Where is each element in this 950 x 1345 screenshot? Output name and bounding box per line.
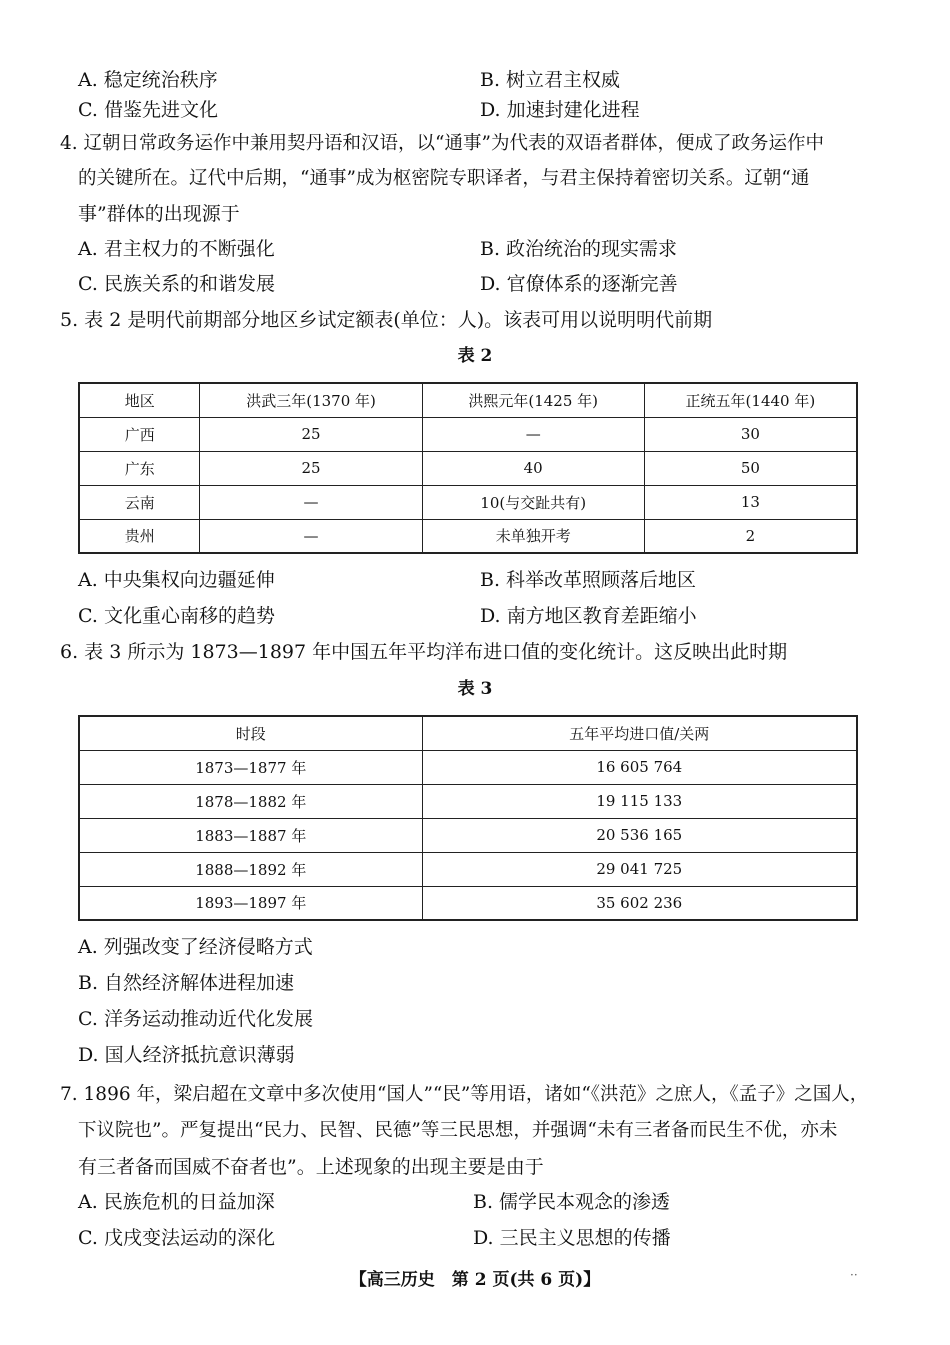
- table-3-header-cell: 五年平均进口值/关两: [422, 716, 857, 750]
- table-cell: 25: [200, 417, 422, 451]
- table-cell: 50: [644, 451, 857, 485]
- table-row: [79, 818, 857, 852]
- table-cell: 29 041 725: [422, 852, 857, 886]
- q6-option-c: C. 洋务运动推动近代化发展: [78, 1008, 313, 1030]
- table-cell: 35 602 236: [422, 886, 857, 920]
- q5-option-a: A. 中央集权向边疆延伸: [78, 569, 275, 591]
- table-cell: 19 115 133: [422, 784, 857, 818]
- table-3: [78, 715, 858, 921]
- table-cell: 广东: [79, 451, 200, 485]
- table-cell: 40: [422, 451, 644, 485]
- table-cell: 30: [644, 417, 857, 451]
- q7-line-3: 有三者备而国威不奋者也”。上述现象的出现主要是由于: [78, 1156, 544, 1178]
- q6-option-d: D. 国人经济抵抗意识薄弱: [78, 1044, 295, 1066]
- table-cell: 2: [644, 519, 857, 553]
- table-row: [79, 750, 857, 784]
- table-cell: 1873—1877 年: [79, 750, 422, 784]
- table-row: [79, 451, 857, 485]
- table-cell: 1888—1892 年: [79, 852, 422, 886]
- q4-line-2: 的关键所在。辽代中后期，“通事”成为枢密院专职译者，与君主保持着密切关系。辽朝“通: [78, 168, 810, 189]
- table-cell: 云南: [79, 485, 200, 519]
- table-cell: 1878—1882 年: [79, 784, 422, 818]
- table-3-header-row: [79, 716, 857, 750]
- table-row: [79, 519, 857, 553]
- q4-option-d: D. 官僚体系的逐渐完善: [480, 273, 678, 295]
- q5-line-1: 5. 表 2 是明代前期部分地区乡试定额表(单位：人)。该表可用以说明明代前期: [60, 309, 713, 331]
- table-2-header-cell: 地区: [79, 383, 200, 417]
- table-row: [79, 852, 857, 886]
- q4-option-c: C. 民族关系的和谐发展: [78, 273, 275, 295]
- table-cell: 13: [644, 485, 857, 519]
- q6-line-1: 6. 表 3 所示为 1873—1897 年中国五年平均洋布进口值的变化统计。这反映出此时期: [60, 641, 788, 663]
- table-3-caption: 表 3: [457, 679, 493, 699]
- table-cell: 16 605 764: [422, 750, 857, 784]
- table-cell: —: [200, 485, 422, 519]
- q6-option-a: A. 列强改变了经济侵略方式: [78, 936, 313, 958]
- q7-option-d: D. 三民主义思想的传播: [473, 1227, 671, 1249]
- q4-option-a: A. 君主权力的不断强化: [78, 238, 275, 260]
- q7-option-b: B. 儒学民本观念的渗透: [473, 1191, 671, 1213]
- table-cell: 10(与交趾共有): [422, 485, 644, 519]
- table-cell: 20 536 165: [422, 818, 857, 852]
- table-2-caption: 表 2: [457, 346, 493, 366]
- q3-option-c: C. 借鉴先进文化: [78, 99, 218, 121]
- table-cell: 广西: [79, 417, 200, 451]
- table-cell: 未单独开考: [422, 519, 644, 553]
- table-2-header-cell: 洪武三年(1370 年): [200, 383, 422, 417]
- q7-option-a: A. 民族危机的日益加深: [78, 1191, 275, 1213]
- table-3-header-cell: 时段: [79, 716, 422, 750]
- q3-option-d: D. 加速封建化进程: [480, 99, 640, 121]
- table-row: [79, 417, 857, 451]
- page-footer: 【高三历史 第 2 页(共 6 页)】: [349, 1270, 601, 1290]
- q4-option-b: B. 政治统治的现实需求: [480, 238, 678, 260]
- q3-option-a: A. 稳定统治秩序: [78, 69, 218, 91]
- q5-option-c: C. 文化重心南移的趋势: [78, 605, 275, 627]
- q4-line-3: 事”群体的出现源于: [78, 203, 240, 225]
- q7-line-2: 下议院也”。严复提出“民力、民智、民德”等三民思想，并强调“未有三者备而民生不优，亦未: [78, 1120, 838, 1141]
- q7-option-c: C. 戊戌变法运动的深化: [78, 1227, 275, 1249]
- table-2-header-cell: 正统五年(1440 年): [644, 383, 857, 417]
- table-cell: —: [422, 417, 644, 451]
- table-2-header-row: [79, 383, 857, 417]
- table-cell: 贵州: [79, 519, 200, 553]
- table-2-header-cell: 洪熙元年(1425 年): [422, 383, 644, 417]
- table-row: [79, 485, 857, 519]
- table-cell: 1893—1897 年: [79, 886, 422, 920]
- table-row: [79, 886, 857, 920]
- table-row: [79, 784, 857, 818]
- q7-line-1: 7. 1896 年，梁启超在文章中多次使用“国人”“民”等用语，诸如“《洪范》之庶人，《孟子》之国人，: [60, 1084, 869, 1105]
- table-cell: —: [200, 519, 422, 553]
- q5-option-b: B. 科举改革照顾落后地区: [480, 569, 697, 591]
- table-cell: 1883—1887 年: [79, 818, 422, 852]
- table-2: [78, 382, 858, 554]
- footer-mark: ··: [850, 1268, 858, 1282]
- q3-option-b: B. 树立君主权威: [480, 69, 621, 91]
- q4-line-1: 4. 辽朝日常政务运作中兼用契丹语和汉语，以“通事”为代表的双语者群体，便成了政务运作中: [60, 133, 824, 154]
- table-cell: 25: [200, 451, 422, 485]
- q5-option-d: D. 南方地区教育差距缩小: [480, 605, 697, 627]
- q6-option-b: B. 自然经济解体进程加速: [78, 972, 295, 994]
